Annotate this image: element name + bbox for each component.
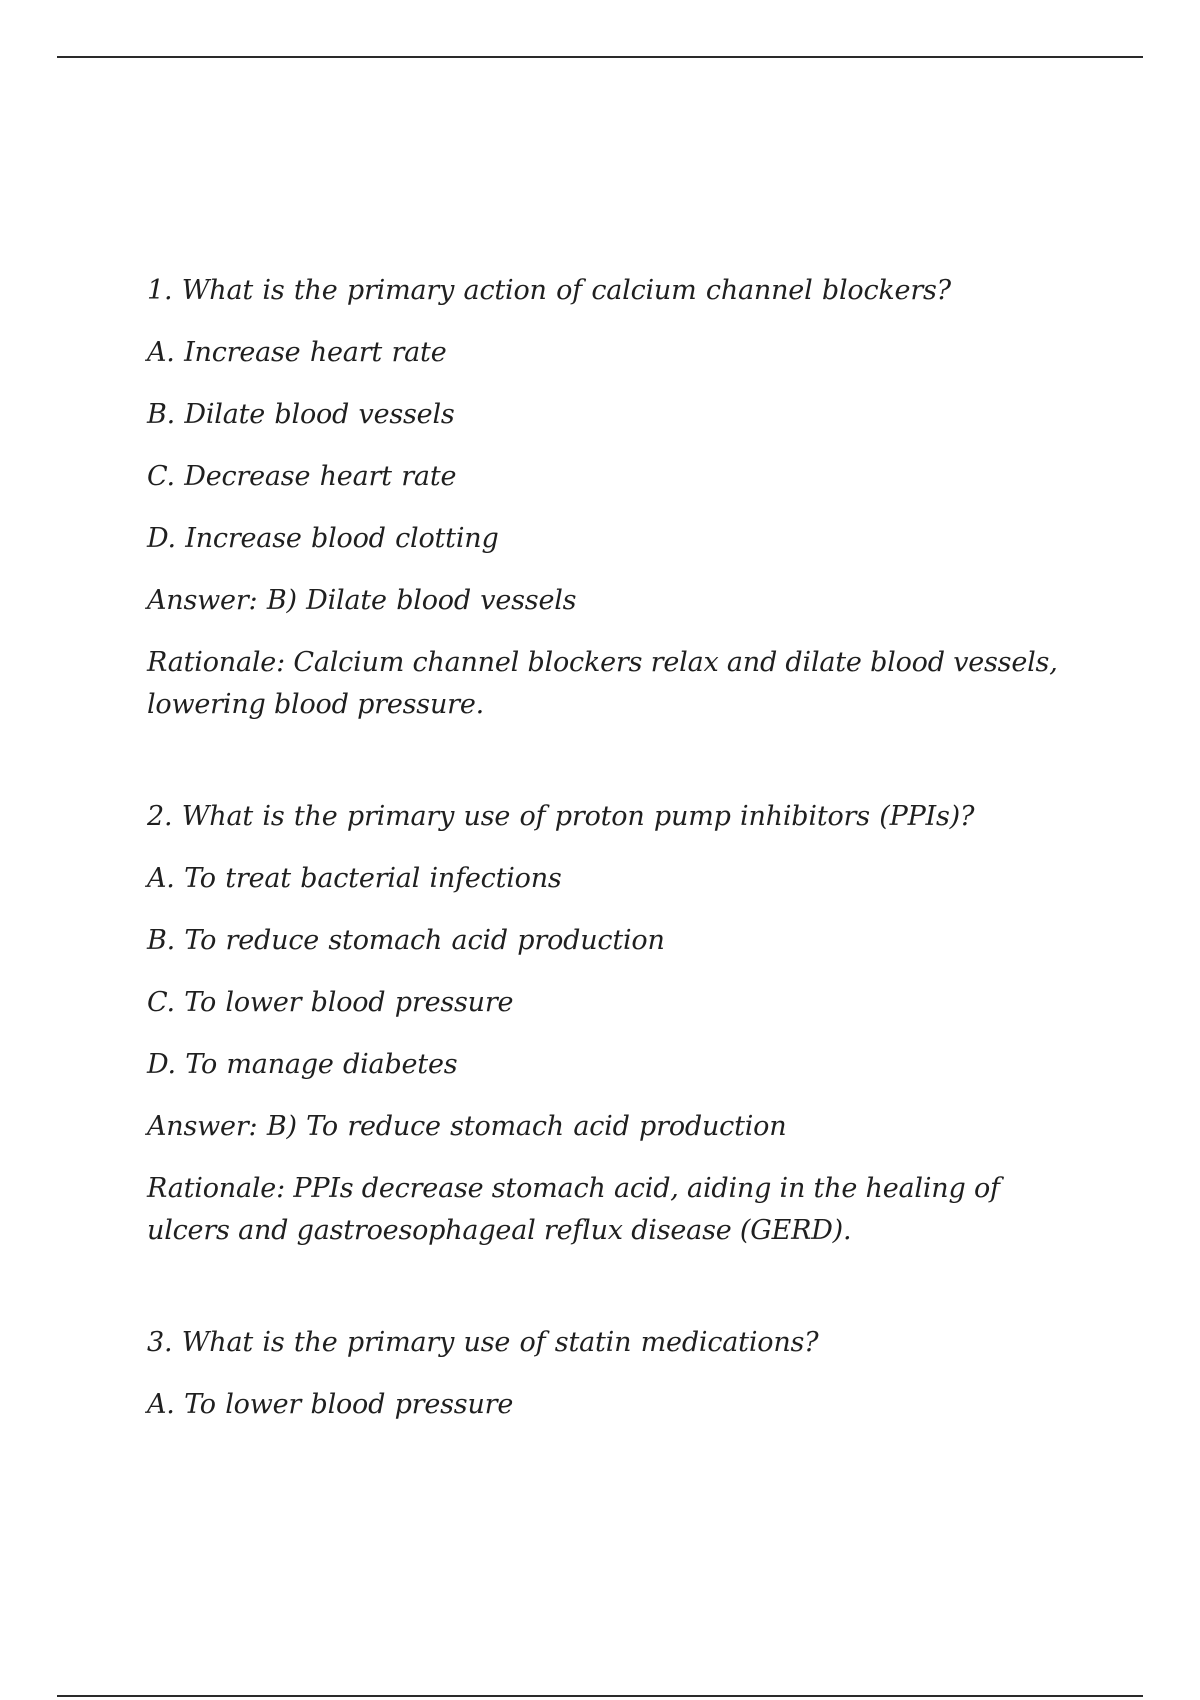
option-d: D. Increase blood clotting [147, 523, 499, 554]
option-a: A. To lower blood pressure [147, 1389, 514, 1420]
question-text: 2. What is the primary use of proton pump inhibitors (PPIs)? [147, 801, 975, 832]
option-b: B. Dilate blood vessels [147, 399, 455, 430]
option-b: B. To reduce stomach acid production [147, 925, 665, 956]
option-a: A. To treat bacterial infections [147, 863, 562, 894]
option-c: C. To lower blood pressure [147, 987, 514, 1018]
question-block-1 [147, 270, 1067, 726]
answer-text: Answer: B) Dilate blood vessels [147, 585, 577, 616]
question-text: 3. What is the primary use of statin medications? [147, 1327, 819, 1358]
rationale-text: Rationale: Calcium channel blockers relax and dilate blood vessels, lowering blood pressure. [147, 647, 1058, 720]
option-c: C. Decrease heart rate [147, 461, 457, 492]
question-block-3 [147, 1322, 1067, 1426]
top-rule [57, 56, 1143, 58]
question-text: 1. What is the primary action of calcium channel blockers? [147, 275, 951, 306]
option-a: A. Increase heart rate [147, 337, 447, 368]
answer-text: Answer: B) To reduce stomach acid production [147, 1111, 787, 1142]
question-block-2 [147, 796, 1067, 1252]
rationale-text: Rationale: PPIs decrease stomach acid, aiding in the healing of ulcers and gastroesophageal reflux disease (GERD). [147, 1173, 1000, 1246]
bottom-rule [57, 1695, 1143, 1697]
document-content [147, 270, 1067, 1496]
option-d: D. To manage diabetes [147, 1049, 458, 1080]
